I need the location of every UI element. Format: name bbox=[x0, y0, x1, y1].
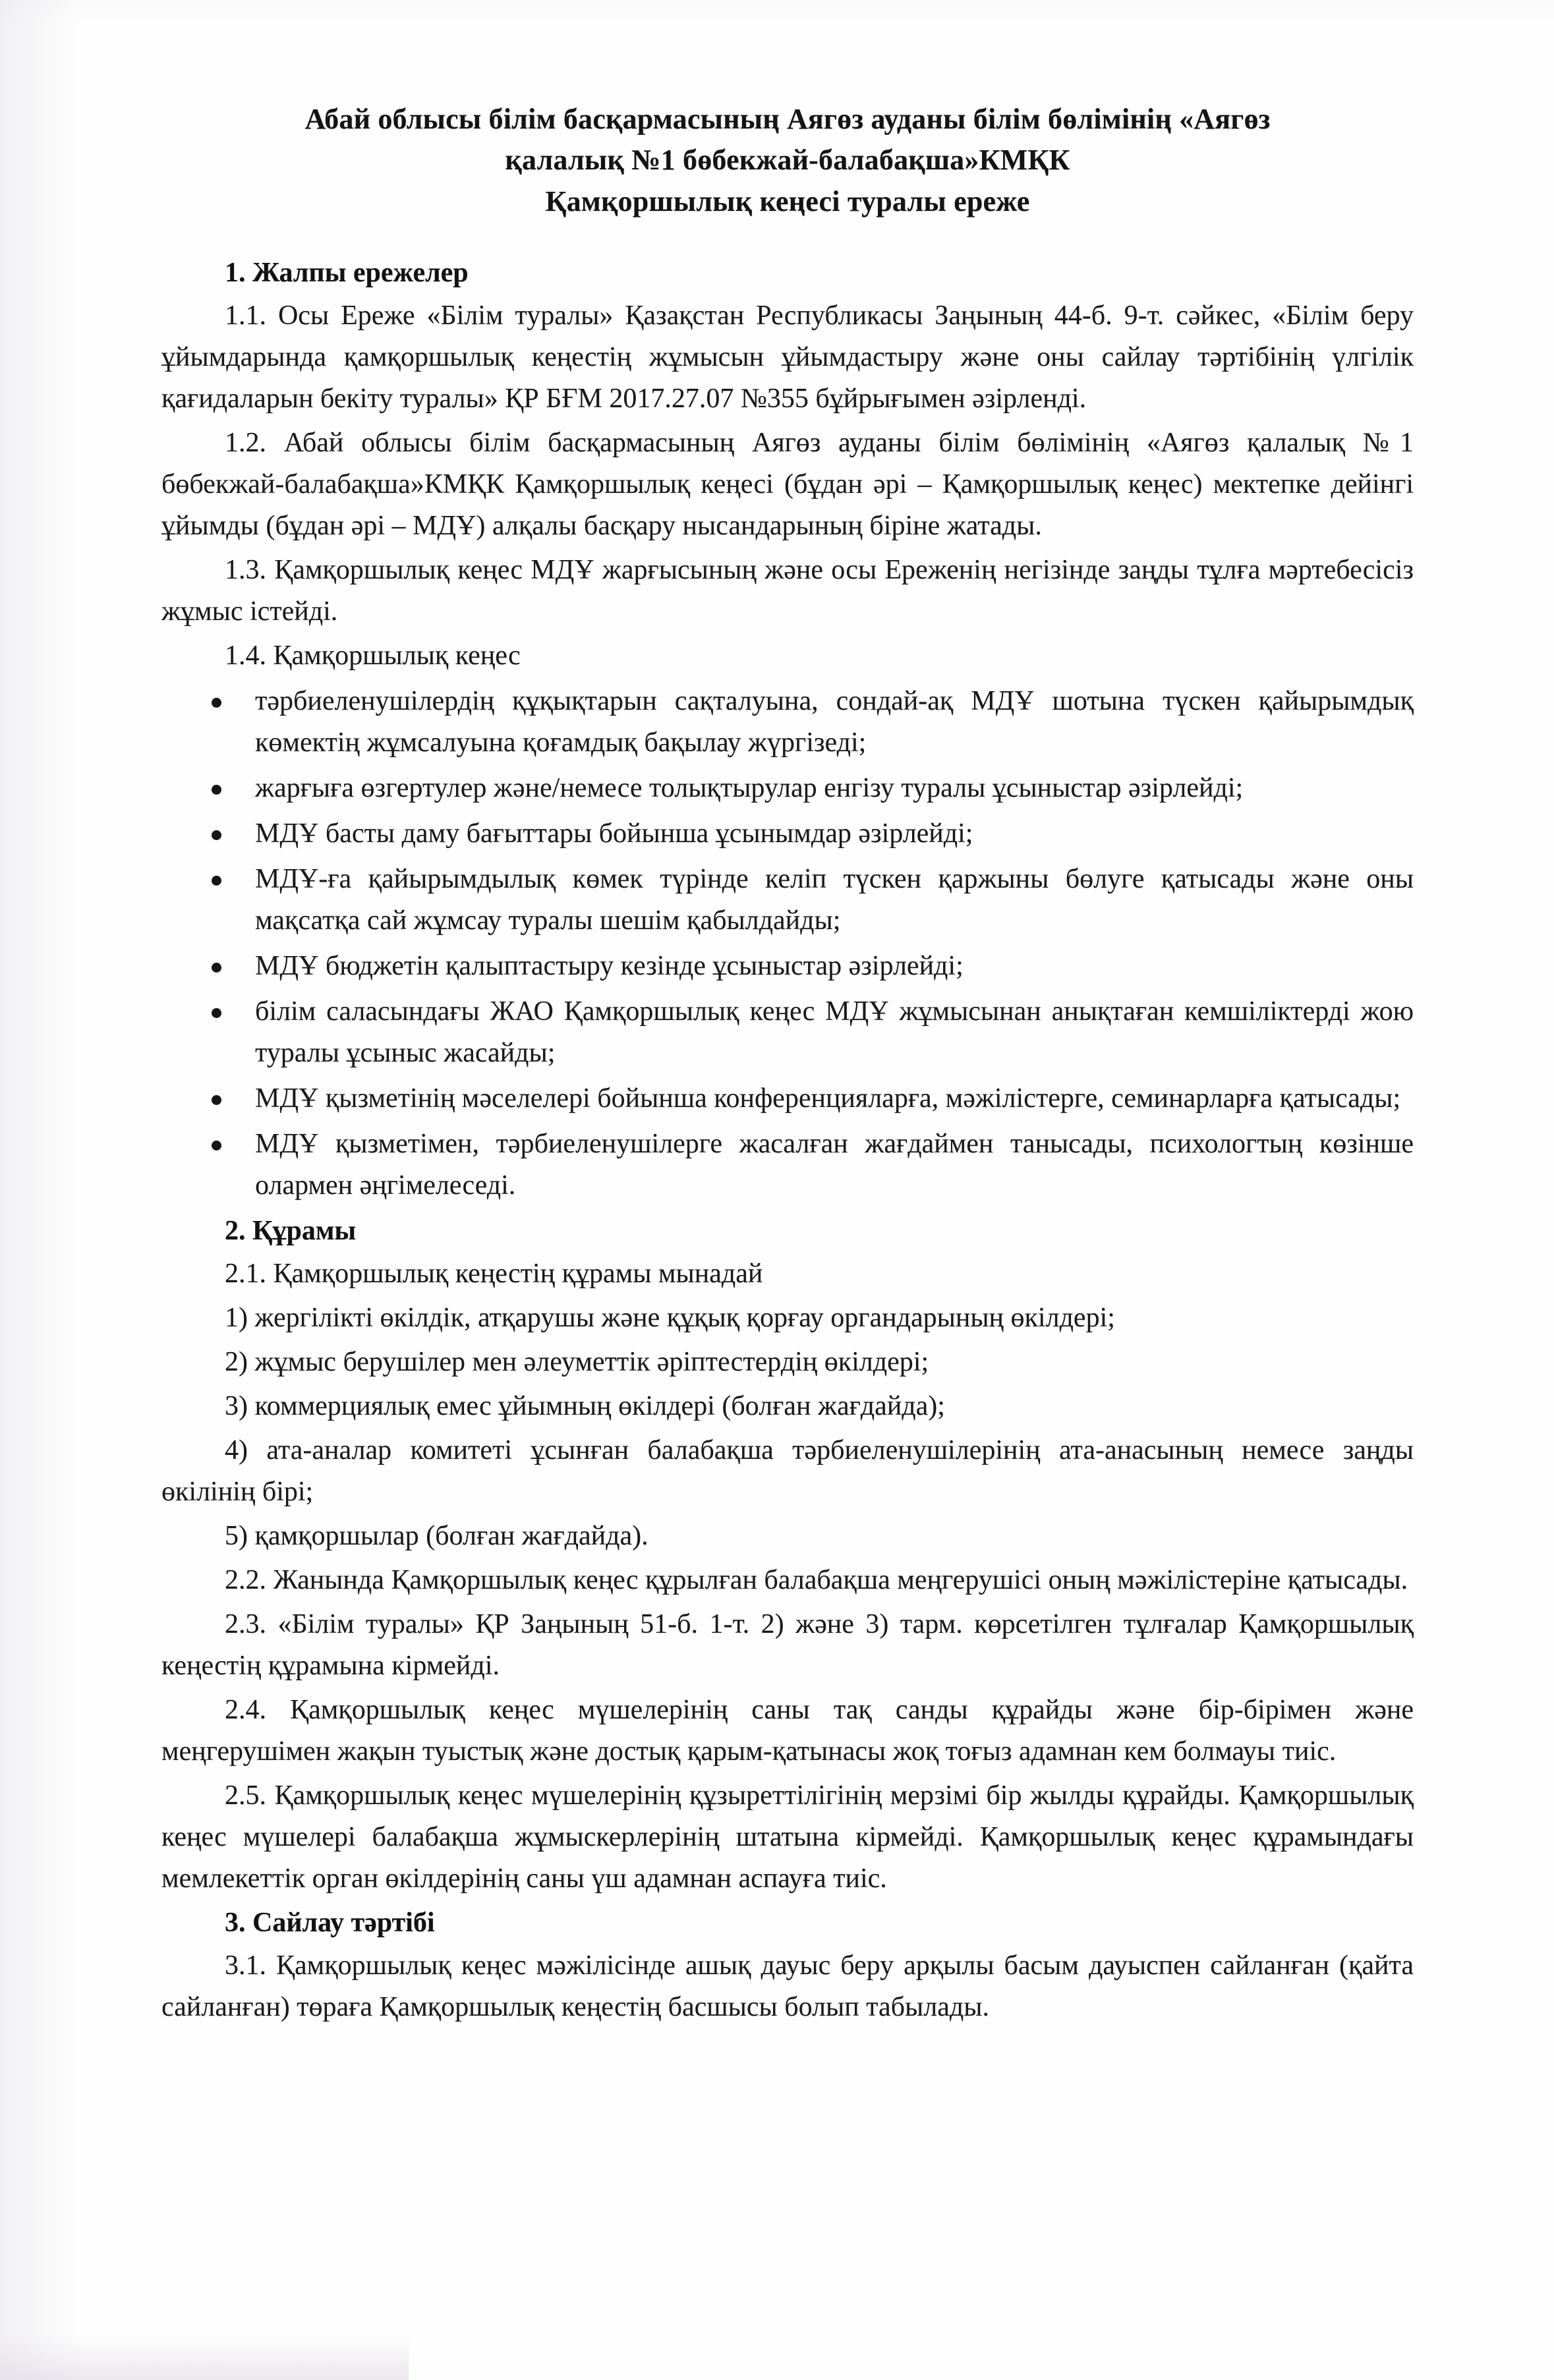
section-heading-1: 1. Жалпы ережелер bbox=[225, 258, 469, 289]
paragraph-2-4: 2.4. Қамқоршылық кеңес мүшелерінің саны тақ санды құрайды және бір-бірімен және меңгерушімен жақын туыстық және достық қарым-қатынасы жоқ тоғыз адамнан кем болмауы тиіс. bbox=[161, 1695, 1414, 1767]
numbered-item-1: 1) жергілікті өкілдік, атқарушы және құқық қорғау органдарының өкілдері; bbox=[225, 1303, 1115, 1334]
duties-bullet-list bbox=[161, 681, 1414, 1206]
paragraph-2-1: 2.1. Қамқоршылық кеңестің құрамы мынадай bbox=[225, 1259, 763, 1289]
paragraph-2-2: 2.2. Жанында Қамқоршылық кеңес құрылған балабақша меңгерушісі оның мәжілістеріне қатысады. bbox=[225, 1565, 1408, 1596]
list-item: МДҰ-ға қайырымдылық көмек түрінде келіп түскен қаржыны бөлуге қатысады және оны мақсатқа сай жұмсау туралы шешім қабылдайды; bbox=[161, 859, 1414, 942]
document-title-line-1: Абай облысы білім басқармасының Аягөз ауданы білім бөлімінің «Аягөз bbox=[304, 103, 1271, 135]
scan-artifact-top bbox=[0, 0, 1554, 26]
document-title-line-3: Қамқоршылық кеңесі туралы ереже bbox=[545, 184, 1030, 217]
paragraph-3-1: 3.1. Қамқоршылық кеңес мәжілісінде ашық дауыс беру арқылы басым дауыспен сайланған (қайта сайланған) төраға Қамқоршылық кеңестің басшысы болып табылады. bbox=[161, 1950, 1414, 2023]
numbered-item-4: 4) ата-аналар комитеті ұсынған балабақша тәрбиеленушілерінің ата-анасының немесе заңды өкілінің бірі; bbox=[161, 1435, 1414, 1508]
numbered-item-2: 2) жұмыс берушілер мен әлеуметтік әріптестердің өкілдері; bbox=[225, 1347, 929, 1378]
paragraph-1-2: 1.2. Абай облысы білім басқармасының Аягөз ауданы білім бөлімінің «Аягөз қалалық №1 бөбекжай-балабақша»КМҚК Қамқоршылық кеңесі (бұдан әрі – Қамқоршылық кеңес) мектепке дейінгі ұйымды (бұдан әрі – МДҰ) алқалы басқару нысандарының біріне жатады. bbox=[161, 428, 1414, 542]
list-item: тәрбиеленушілердің құқықтарын сақталуына, сондай-ақ МДҰ шотына түскен қайырымдық көмектің жұмсалуына қоғамдық бақылау жүргізеді; bbox=[161, 681, 1414, 764]
list-item: МДҰ бюджетін қалыптастыру кезінде ұсыныстар әзірлейді; bbox=[161, 946, 1414, 987]
paragraph-1-1: 1.1. Осы Ереже «Білім туралы» Қазақстан Республикасы Заңының 44-б. 9-т. сәйкес, «Білім беру ұйымдарында қамқоршылық кеңестің жұмысын ұйымдастыру және оны сайлау тәртібінің үлгілік қағидаларын бекіту туралы» ҚР БҒМ 2017.27.07 №355 бұйрығымен әзірленді. bbox=[161, 300, 1414, 414]
list-item: МДҰ қызметімен, тәрбиеленушілерге жасалған жағдаймен танысады, психологтың көзінше олармен әңгімелеседі. bbox=[161, 1123, 1414, 1206]
section-heading-3: 3. Сайлау тәртібі bbox=[225, 1908, 435, 1939]
numbered-item-5: 5) қамқоршылар (болған жағдайда). bbox=[225, 1521, 648, 1552]
list-item: МДҰ қызметінің мәселелері бойынша конференцияларға, мәжілістерге, семинарларға қатысады; bbox=[161, 1078, 1414, 1119]
scan-artifact-left-gutter bbox=[0, 0, 79, 2380]
numbered-item-3: 3) коммерциялық емес ұйымның өкілдері (болған жағдайда); bbox=[225, 1391, 945, 1422]
list-item: жарғыға өзгертулер және/немесе толықтырулар енгізу туралы ұсыныстар әзірлейді; bbox=[161, 768, 1414, 809]
document-title bbox=[161, 99, 1414, 222]
section-heading-2: 2. Құрамы bbox=[225, 1216, 357, 1247]
document-title-line-2: қалалық №1 бөбекжай-балабақша»КМҚК bbox=[505, 144, 1070, 177]
list-item: білім саласындағы ЖАО Қамқоршылық кеңес МДҰ жұмысынан анықтаған кемшіліктерді жою туралы ұсыныс жасайды; bbox=[161, 991, 1414, 1074]
paragraph-2-5: 2.5. Қамқоршылық кеңес мүшелерінің құзыреттілігінің мерзімі бір жылды құрайды. Қамқоршылық кеңес мүшелері балабақша жұмыскерлерінің штатына кірмейді. Қамқоршылық кеңес құрамындағы мемлекеттік орган өкілдерінің саны үш адамнан аспауға тиіс. bbox=[161, 1780, 1414, 1894]
paragraph-1-3: 1.3. Қамқоршылық кеңес МДҰ жарғысының және осы Ереженің негізінде заңды тұлға мәртебесісіз жұмыс істейді. bbox=[161, 555, 1414, 627]
list-item: МДҰ басты даму бағыттары бойынша ұсынымдар әзірлейді; bbox=[161, 813, 1414, 855]
scan-artifact-bottom bbox=[0, 2334, 409, 2380]
paragraph-2-3: 2.3. «Білім туралы» ҚР Заңының 51-б. 1-т. 2) және 3) тарм. көрсетілген тұлғалар Қамқоршылық кеңестің құрамына кірмейді. bbox=[161, 1609, 1414, 1682]
paragraph-1-4: 1.4. Қамқоршылық кеңес bbox=[225, 640, 521, 671]
document-body bbox=[161, 99, 1414, 2031]
